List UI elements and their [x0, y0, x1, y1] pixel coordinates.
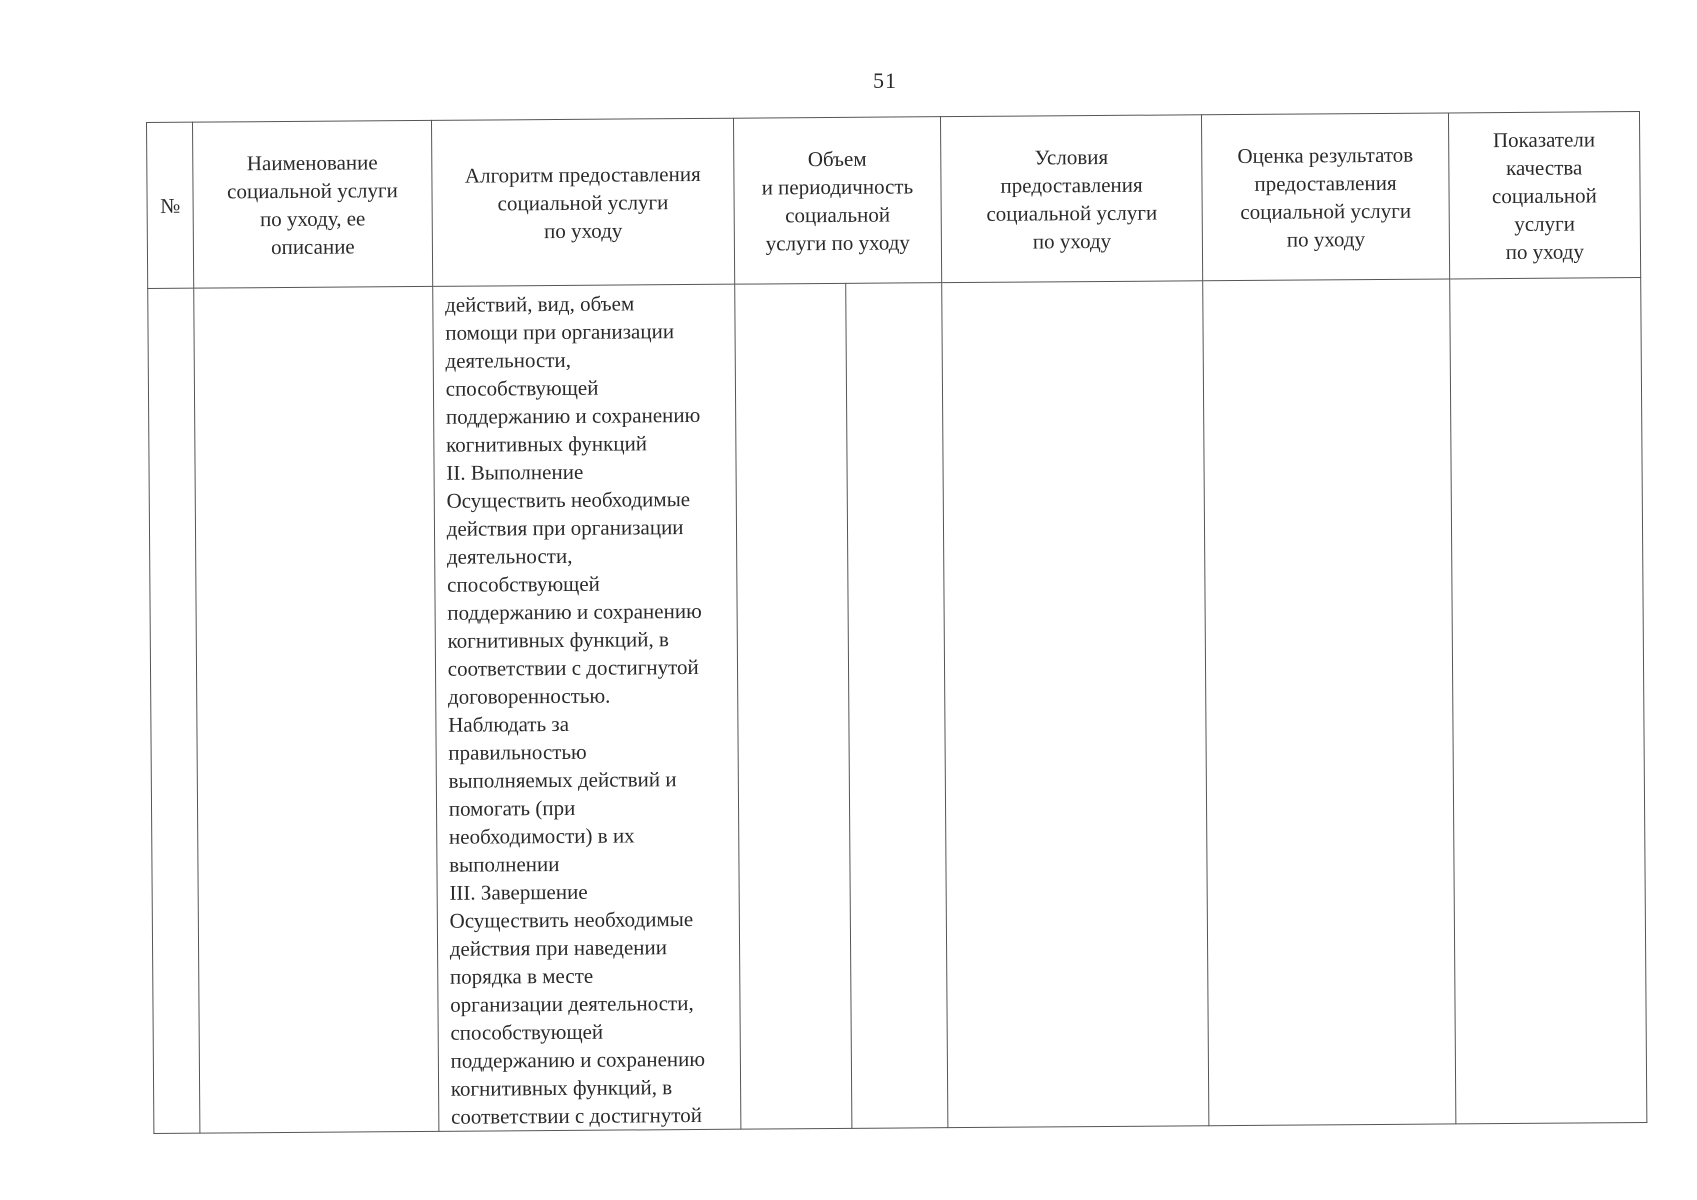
header-quality: Показатели качества социальной услуги по уходу: [1448, 112, 1641, 279]
algorithm-line: поддержанию и сохранению: [445, 402, 701, 429]
algorithm-line: выполнении: [449, 851, 560, 877]
algorithm-line: когнитивных функций, в: [447, 627, 669, 653]
algorithm-line: Осуществить необходимые: [446, 487, 691, 513]
services-table: [146, 111, 1647, 1134]
algorithm-line: организации деятельности,: [450, 991, 694, 1017]
cell-service-name: [194, 286, 439, 1133]
algorithm-line: выполняемых действий и: [448, 767, 677, 793]
algorithm-line: порядка в месте: [449, 963, 594, 989]
algorithm-line: Наблюдать за: [448, 711, 570, 737]
algorithm-line: способствующей: [450, 1019, 604, 1045]
algorithm-line: поддержанию и сохранению: [450, 1046, 706, 1073]
algorithm-line: Осуществить необходимые: [449, 907, 694, 933]
header-algorithm: Алгоритм предоставления социальной услуги по уходу: [431, 118, 735, 286]
algorithm-line: III. Завершение: [449, 879, 588, 905]
header-evaluation: Оценка результатов предоставления социальной услуги по уходу: [1202, 113, 1449, 281]
algorithm-line: когнитивных функций, в: [450, 1075, 673, 1101]
cell-periodicity: [846, 283, 948, 1129]
algorithm-line: помогать (при: [448, 795, 576, 821]
algorithm-line: поддержанию и сохранению: [447, 598, 702, 625]
header-volume: Объем и периодичность социальной услуги по уходу: [734, 117, 942, 285]
header-conditions: Условия предоставления социальной услуги по уходу: [940, 115, 1203, 283]
algorithm-line: способствующей: [445, 375, 599, 401]
algorithm-line: когнитивных функций: [446, 431, 648, 457]
cell-conditions: [941, 281, 1209, 1128]
header-number: №: [147, 122, 194, 288]
algorithm-line: необходимости) в их: [448, 823, 635, 849]
cell-quality: [1449, 278, 1647, 1124]
cell-volume: [735, 283, 852, 1129]
cell-number: [148, 288, 200, 1133]
algorithm-line: соответствии с достигнутой: [450, 1102, 703, 1129]
algorithm-line: действия при организации: [446, 515, 684, 541]
page-number: 51: [873, 68, 897, 93]
table-row: [148, 278, 1647, 1134]
algorithm-line: II. Выполнение: [446, 459, 584, 485]
table-header-row: [147, 112, 1641, 289]
algorithm-line: деятельности,: [446, 543, 573, 569]
algorithm-line: способствующей: [447, 571, 600, 597]
header-service-name: Наименование социальной услуги по уходу, ее описание: [193, 120, 433, 288]
cell-algorithm: [432, 284, 741, 1131]
algorithm-line: деятельности,: [445, 347, 572, 373]
algorithm-line: соответствии с достигнутой: [447, 654, 699, 681]
cell-evaluation: [1203, 279, 1455, 1126]
algorithm-line: действий, вид, объем: [444, 291, 635, 317]
algorithm-line: правильностью: [448, 739, 587, 765]
algorithm-line: помощи при организации: [445, 319, 675, 345]
algorithm-line: действия при наведении: [449, 935, 668, 961]
algorithm-line: договоренностью.: [447, 683, 611, 709]
